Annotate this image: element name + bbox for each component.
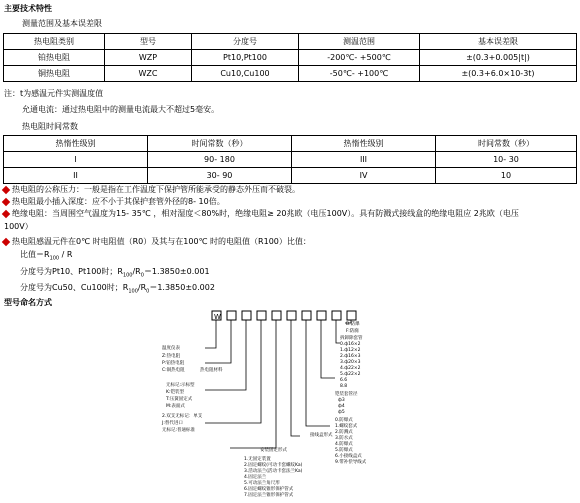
label-import-replacement: J:替代进口 (162, 421, 183, 426)
svg-text:6.小接线盒式: 6.小接线盒式 (335, 454, 362, 459)
bullet-pressure: 热电阻的公称压力：一般是指在工作温度下保护管所能承受的静态外压而不破裂。 (3, 184, 300, 195)
label-material: 热电阻材料 (200, 368, 223, 373)
label-explosion-proof: B:防爆 (346, 322, 360, 327)
svg-text:ф4: ф4 (338, 404, 345, 409)
svg-text:4.ф22×2: 4.ф22×2 (340, 366, 361, 371)
diamond-bullet-icon (2, 185, 10, 193)
code-boxes (212, 311, 356, 320)
svg-text:7.固定法兰锥形保护管式: 7.固定法兰锥形保护管式 (244, 493, 294, 498)
code-box (227, 311, 236, 320)
table-cell: 10 (436, 168, 577, 184)
diamond-bullet-icon (2, 209, 10, 217)
svg-text:8.8: 8.8 (340, 384, 348, 389)
diamond-bullet-icon (2, 197, 10, 205)
label-temperature-instrument: 温度仪表 (162, 346, 180, 351)
table-cell: -200℃- +500℃ (299, 50, 420, 66)
table-row (4, 50, 577, 66)
leader-lines (205, 320, 351, 448)
label-armored-sleeve-diameter: 铠装套管径 (335, 392, 358, 397)
table-cell: WZC (105, 66, 192, 82)
table-header: 热惰性级别 (292, 136, 436, 152)
table-cell: WZP (105, 50, 192, 66)
note-current: 允通电流：通过热电阻中的测量电流最大不超过5毫安。 (22, 105, 220, 114)
label-removable-sleeve: 拆卸除套管 (340, 336, 363, 341)
range-heading: 测量范围及基本误差限 (22, 19, 102, 28)
svg-text:6.固定螺纹锥形保护管式: 6.固定螺纹锥形保护管式 (244, 487, 294, 492)
svg-text:1.ф12×2: 1.ф12×2 (340, 348, 361, 353)
table-cell: IV (292, 168, 436, 184)
table-row (4, 168, 577, 184)
table-cell: 90- 180 (148, 152, 292, 168)
code-box (302, 311, 311, 320)
label-armored: K:铠装型 (166, 390, 184, 395)
right-labels (335, 320, 367, 465)
code-box (257, 311, 266, 320)
code-box (332, 311, 341, 320)
table-cell: 10- 30 (436, 152, 577, 168)
table-cell: I (4, 152, 148, 168)
section-title-main: 主要技术特性 (4, 4, 52, 13)
model-naming-diagram (160, 308, 400, 503)
code-box (317, 311, 326, 320)
table-row (4, 34, 577, 50)
svg-text:2.固定螺纹(可动卡套螺纹Ka): 2.固定螺纹(可动卡套螺纹Ka) (244, 463, 303, 468)
svg-text:2.ф16×3: 2.ф16×3 (340, 354, 361, 359)
table-header: 时间常数（秒） (436, 136, 577, 152)
label-standard: 无标记:普通标准 (162, 428, 196, 433)
table-cell: II (4, 168, 148, 184)
table-header: 基本误差限 (420, 34, 577, 50)
table-cell: 铂热电阻 (4, 50, 105, 66)
svg-text:5.ф22×2: 5.ф22×2 (340, 372, 361, 377)
table-cell: 30- 90 (148, 168, 292, 184)
time-constant-table (3, 135, 577, 184)
bullet-ratio: 热电阻感温元件在0℃ 时电阻值（R0）及其与在100℃ 时的电阻值（R100）比值： (3, 236, 311, 247)
model-heading: 型号命名方式 (4, 298, 52, 307)
label-indicator-type: 无标记:示标型 (166, 383, 195, 388)
table-cell: ±(0.3+6.0×10-3t) (420, 66, 577, 82)
table-header: 热电阻类别 (4, 34, 105, 50)
table-cell: -50℃- +100℃ (299, 66, 420, 82)
diamond-bullet-icon (2, 237, 10, 245)
svg-text:9.带补偿导线式: 9.带补偿导线式 (335, 460, 367, 465)
label-copper: C:铜热电阻 (162, 368, 185, 373)
table-header: 时间常数（秒） (148, 136, 292, 152)
code-box (272, 311, 281, 320)
table-header: 型号 (105, 34, 192, 50)
svg-text:4.固定法兰: 4.固定法兰 (244, 475, 267, 480)
prefix-letter: W (214, 313, 221, 321)
svg-text:5.可动法兰角尺形: 5.可动法兰角尺形 (244, 481, 280, 486)
svg-text:ф5: ф5 (338, 410, 345, 415)
svg-text:2.防溅式: 2.防溅式 (335, 430, 353, 435)
label-platinum: P:铂热电阻 (162, 361, 185, 366)
ratio-cu: 分度号为Cu50、Cu100时；$R_{100}/R_0=1.3850\pm 0.002$ (20, 283, 215, 295)
table-cell: III (292, 152, 436, 168)
label-anticorrosion: F:防腐 (346, 329, 359, 334)
code-box (242, 311, 251, 320)
svg-text:ф3: ф3 (338, 398, 345, 403)
bullet-insulation-cont: 100V） (4, 222, 33, 231)
label-thermal-resistor: Z:热电阻 (162, 354, 181, 359)
note-t: 注：t为感温元件实测温度值 (4, 89, 104, 98)
junction-box-title: 接线盒形式 (310, 433, 333, 438)
svg-text:5.防爆式: 5.防爆式 (335, 448, 353, 453)
table-cell: ±(0.3+0.005|t|) (420, 50, 577, 66)
table-cell: Pt10,Pt100 (192, 50, 299, 66)
bullet-insertion: 热电阻最小插入深度：应不小于其保护套管外径的8- 10倍。 (3, 196, 225, 207)
svg-text:3.ф20×3: 3.ф20×3 (340, 360, 361, 365)
time-constant-heading: 热电阻时间常数 (22, 122, 78, 131)
svg-text:0.防爆式: 0.防爆式 (335, 418, 353, 423)
svg-text:0.ф16×2: 0.ф16×2 (340, 342, 361, 347)
svg-text:6.6: 6.6 (340, 378, 348, 383)
ratio-formula: 比值$=R_{100} / R$ (20, 250, 73, 262)
install-title: 安装固定形式 (260, 448, 287, 453)
code-box (347, 311, 356, 320)
svg-text:1.无固定装置: 1.无固定装置 (244, 457, 271, 462)
table-row (4, 136, 577, 152)
svg-text:3.活动法兰(活动卡套法兰Ka): 3.活动法兰(活动卡套法兰Ka) (244, 469, 303, 474)
table-header: 测温范围 (299, 34, 420, 50)
code-box (287, 311, 296, 320)
ratio-pt: 分度号为Pt10、Pt100时；$R_{100}/R_0=1.3850\pm 0.001$ (20, 267, 210, 279)
table-row (4, 66, 577, 82)
table-header: 分度号 (192, 34, 299, 50)
install-labels (244, 446, 303, 498)
svg-text:3.防水式: 3.防水式 (335, 436, 353, 441)
bullet-insulation: 绝缘电阻：当周围空气温度为15- 35℃ ，相对湿度＜80%时，绝缘电阻≥ 20兆欧（电压100V）。具有防溅式接线盒的绝缘电阻应 2兆欧（电压 (3, 208, 519, 219)
table-row (4, 152, 577, 168)
table-header: 热惰性级别 (4, 136, 148, 152)
range-table (3, 33, 577, 82)
svg-text:1.螺纹套式: 1.螺纹套式 (335, 424, 358, 429)
label-spring-fixed: T:压簧固定式 (166, 397, 193, 402)
svg-text:4.防爆式: 4.防爆式 (335, 442, 353, 447)
table-cell: Cu10,Cu100 (192, 66, 299, 82)
table-cell: 铜热电阻 (4, 66, 105, 82)
label-dual-element: 2.双支无标记：单支 (162, 414, 203, 419)
left-labels (161, 344, 223, 433)
label-surface: M:表面式 (166, 404, 185, 409)
